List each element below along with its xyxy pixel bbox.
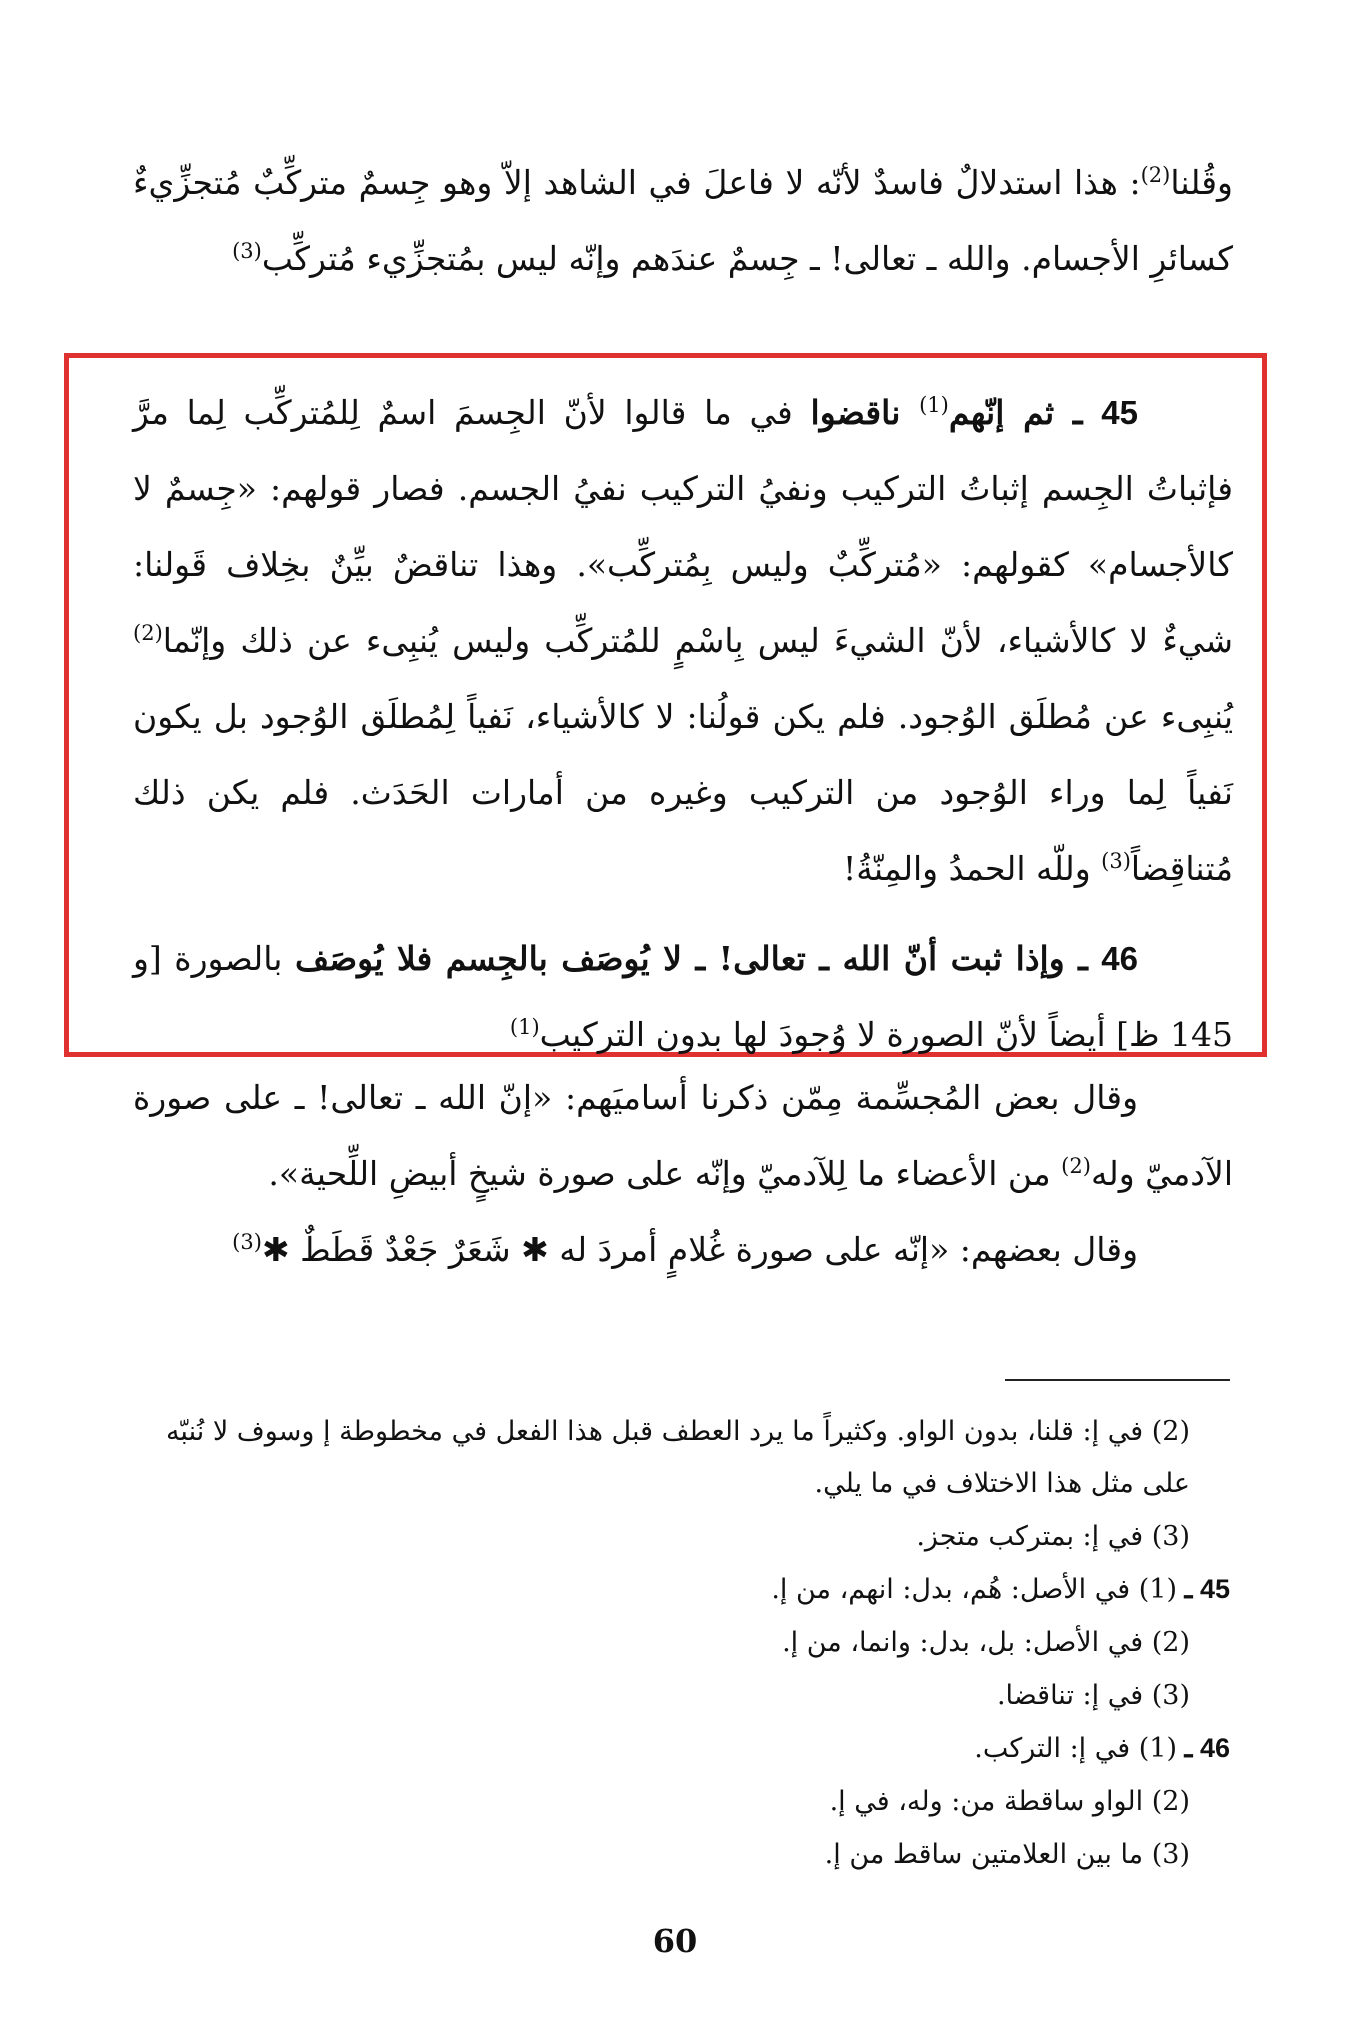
footnote-text: (2) في الأصل: بل، بدل: وانما، من إ. — [782, 1627, 1190, 1658]
footnote-group-number: 45 ـ — [1177, 1574, 1230, 1604]
footnote-text: (1) في الأصل: هُم، بدل: انهم، من إ. — [771, 1574, 1178, 1605]
text-run: في ما قالوا لأنّ الجِسمَ اسمٌ لِلمُتركِّب لِما مرَّ فإثباتُ الجِسم إثباتُ التركيب ونفيُ التركيب نفيُ الجسم. فصار قولهم: «جِسمٌ لا كالأجسام» كقولهم: «مُتركِّبٌ وليس بِمُتركِّب». وهذا تناقضٌ بيِّنٌ بخِلاف قَولنا: شيءٌ لا كالأشياء، لأنّ الشيءَ ليس بِاسْمٍ للمُتركِّب وليس يُنبِىء عن ذلك وإنّما — [133, 393, 1233, 660]
footnote-ref[interactable]: (3) — [232, 1230, 262, 1254]
footnote-ref[interactable]: (2) — [1140, 163, 1171, 187]
footnote-separator — [1005, 1379, 1230, 1381]
paragraph-text — [133, 1060, 1233, 1212]
footnote-ref[interactable]: (1) — [919, 393, 949, 417]
paragraph-text — [133, 145, 1233, 297]
text-run: وللّه الحمدُ والمِنّةُ! — [842, 849, 1102, 888]
footnote-ref[interactable]: (2) — [133, 621, 163, 645]
paragraph-45 — [133, 375, 1233, 907]
text-run: وقال بعضهم: «إنّه على صورة غُلامٍ أمردَ له ✱ شَعَرٌ جَعْدٌ قَطَطٌ ✱ — [261, 1230, 1138, 1269]
paragraph-number: 45 — [1101, 394, 1138, 431]
text-run: وقال بعض المُجسِّمة مِمّن ذكرنا أساميَهم: «إنّ الله ـ تعالى! ـ على صورة الآدميّ وله — [133, 1078, 1233, 1193]
footnote-ref[interactable]: (3) — [232, 239, 262, 263]
footnote-text: (1) في إ: التركب. — [974, 1733, 1178, 1764]
footnote-text: (2) في إ: قلنا، بدون الواو. وكثيراً ما يرد العطف قبل هذا الفعل في مخطوطة إ وسوف لا نُنبّه على مثل هذا الاختلاف في ما يلي. — [165, 1416, 1190, 1499]
text-run: من الأعضاء ما لِلآدميّ وإنّه على صورة شيخٍ أبيضِ اللِّحية». — [268, 1154, 1062, 1193]
footnote-text: (2) الواو ساقطة من: وله، في إ. — [829, 1786, 1190, 1817]
page-number: 60 — [652, 1922, 698, 1960]
paragraph-lead: ـ وإذا ثبت أنّ الله ـ تعالى! ـ لا يُوصَف بالجِسم فلا يُوصَف — [294, 939, 1102, 978]
footnote — [140, 1775, 1230, 1828]
footnote-text: (3) ما بين العلامتين ساقط من إ. — [824, 1839, 1190, 1870]
footnote-text: (3) في إ: تناقضا. — [996, 1680, 1190, 1711]
paragraph-lead: ـ ثم إنّهم — [948, 393, 1102, 432]
paragraph-46 — [133, 921, 1233, 1073]
footnote — [140, 1405, 1230, 1510]
text-run: بالصورة [و 145 ظ] أيضاً لأنّ الصورة لا وُجودَ لها بدون التركيب — [133, 939, 1233, 1054]
footnote-ref[interactable]: (2) — [1061, 1154, 1091, 1178]
text-run: : هذا استدلالٌ فاسدٌ لأنّه لا فاعلَ في الشاهد إلاّ وهو جِسمٌ متركِّبٌ مُتجزِّيءٌ كسائرِ الأجسام. والله ـ تعالى! ـ جِسمٌ عندَهم وإنّه ليس بمُتجزِّيء مُتركِّب — [133, 163, 1233, 278]
footnote — [140, 1510, 1230, 1563]
paragraph-text — [133, 1212, 1233, 1288]
footnote-text: (3) في إ: بمتركب متجز. — [916, 1521, 1190, 1552]
footnote — [140, 1669, 1230, 1722]
paragraph-lead-cont: ناقضوا — [810, 393, 920, 432]
top-paragraph — [133, 145, 1233, 297]
text-run: يُنبِىء عن مُطلَق الوُجود. فلم يكن قولُنا: لا كالأشياء، نَفياً لِمُطلَق الوُجود بل يكون نَفياً لِما وراء الوُجود من التركيب وغيره من أمارات الحَدَث. فلم يكن ذلك مُتناقِضاً — [133, 697, 1233, 888]
footnote-ref[interactable]: (1) — [509, 1015, 540, 1039]
bottom-paragraphs — [133, 1060, 1233, 1288]
text-run: وقُلنا — [1170, 163, 1233, 202]
footnotes — [140, 1405, 1230, 1881]
footnote — [140, 1616, 1230, 1669]
highlighted-section — [133, 375, 1233, 1073]
footnote — [140, 1563, 1230, 1616]
paragraph-number: 46 — [1101, 940, 1138, 977]
footnote — [140, 1828, 1230, 1881]
footnote-ref[interactable]: (3) — [1101, 849, 1131, 873]
footnote-group-number: 46 ـ — [1177, 1733, 1230, 1763]
footnote — [140, 1722, 1230, 1775]
